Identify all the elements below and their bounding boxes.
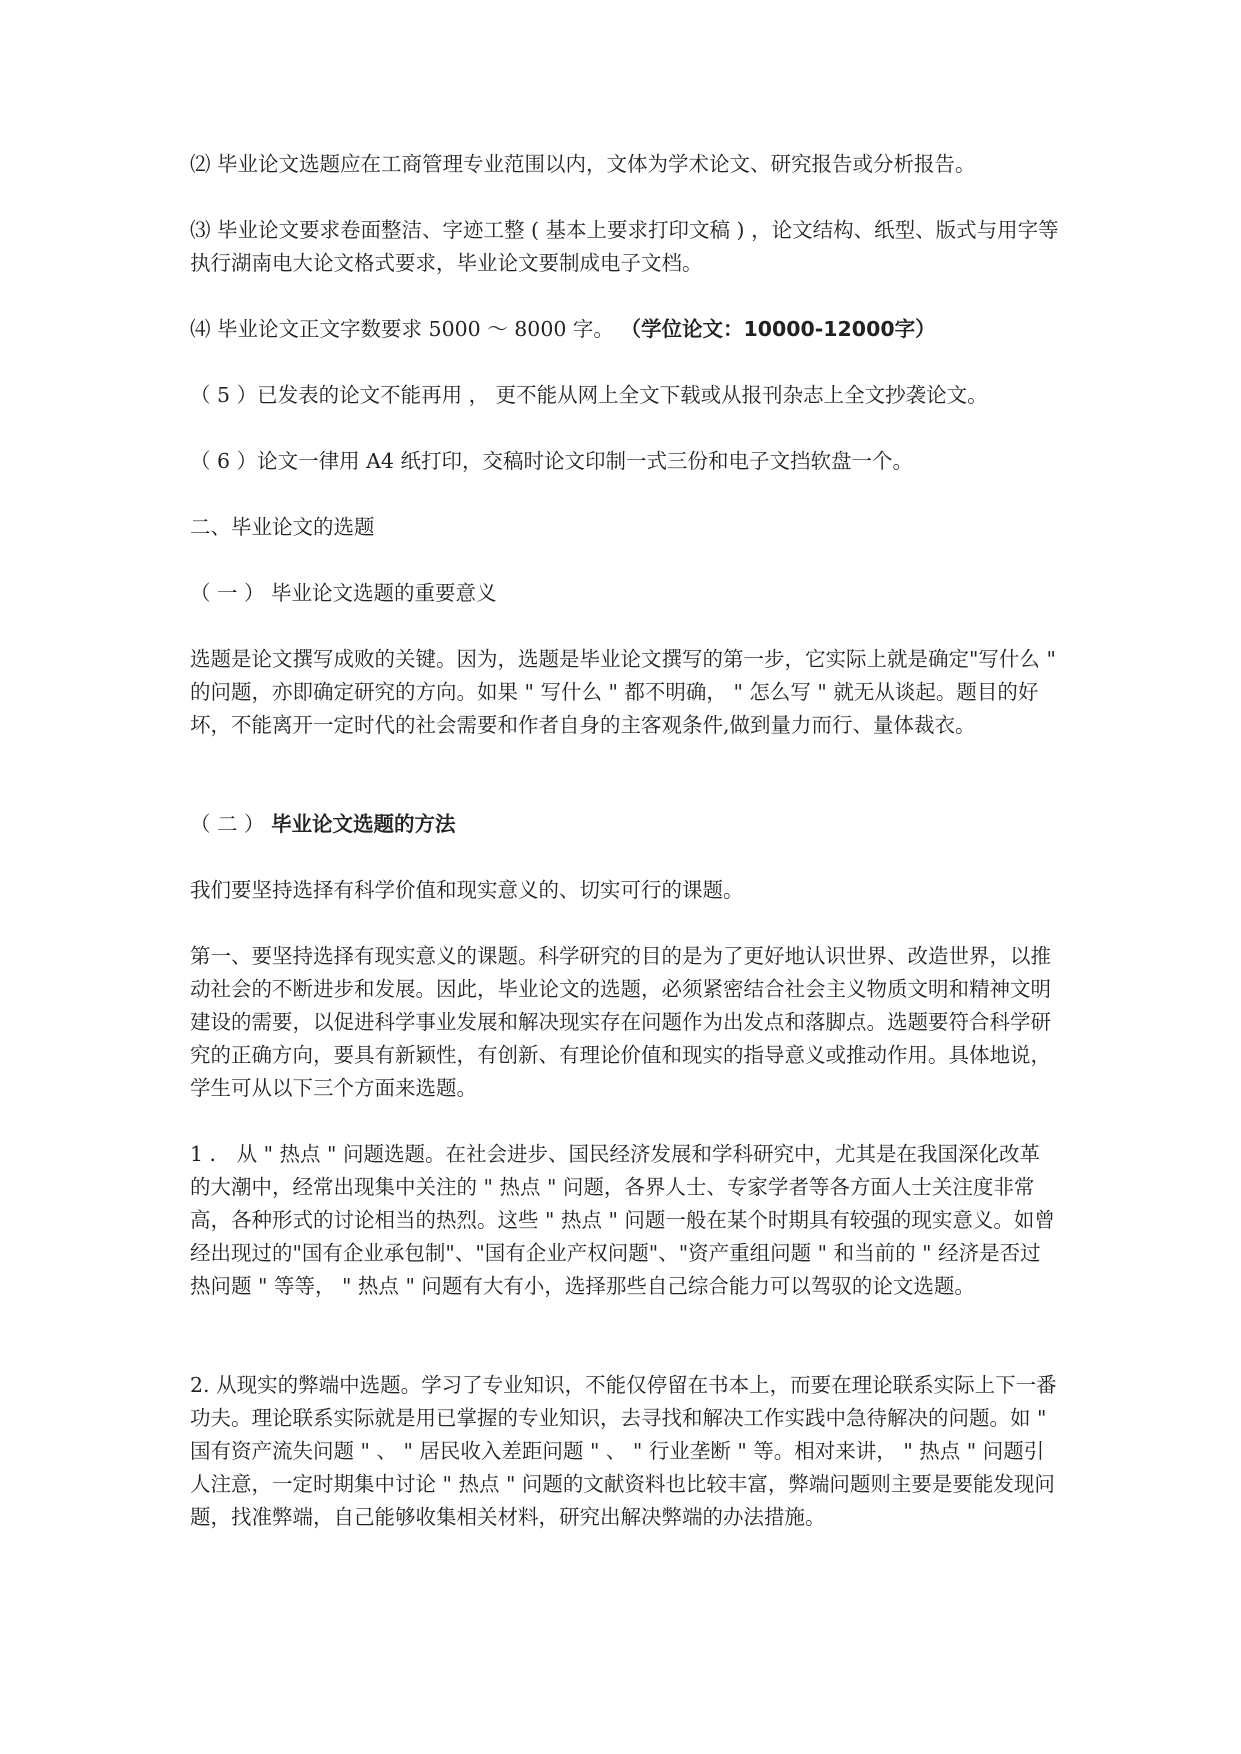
paragraph-first-principle: 第一、要坚持选择有现实意义的课题。科学研究的目的是为了更好地认识世界、改造世界，以推动社会的不断进步和发展。因此，毕业论文的选题，必须紧密结合社会主义物质文明和精神文明建设的需要，以促进科学事业发展和解决现实存在问题作为出发点和落脚点。选题要符合科学研究的正确方向，要具有新颖性，有创新、有理论价值和现实的指导意义或推动作用。具体地说，学生可从以下三个方面来选题。	[190, 944, 1051, 1100]
paragraph-requirement-6: （ 6 ）论文一律用 A4 纸打印，交稿时论文印制一式三份和电子文挡软盘一个。	[190, 449, 913, 473]
section-heading-topic-selection: 二、毕业论文的选题	[190, 515, 375, 539]
subsection-number: （ 二 ）	[190, 812, 272, 836]
subsection-heading-methods	[190, 808, 1060, 841]
paragraph-importance: 选题是论文撰写成败的关键。因为，选题是毕业论文撰写的第一步，它实际上就是确定"写什么 " 的问题，亦即确定研究的方向。如果 " 写什么 " 都不明确， " 怎么写 " 就无从谈起。题目的好坏，不能离开一定时代的社会需要和作者自身的主客观条件,做到量力而行、量体裁衣。	[190, 647, 1056, 737]
word-count-text: ⑷ 毕业论文正文字数要求 5000 ～ 8000 字。	[190, 317, 621, 341]
subsection-heading-importance: （ 一 ） 毕业论文选题的重要意义	[190, 581, 497, 605]
subsection-title: 毕业论文选题的方法	[271, 812, 456, 836]
paragraph-real-problems: 2. 从现实的弊端中选题。学习了专业知识，不能仅停留在书本上，而要在理论联系实际上下一番功夫。理论联系实际就是用已掌握的专业知识，去寻找和解决工作实践中急待解决的问题。如 " 国有资产流失问题 " 、 " 居民收入差距问题 " 、 " 行业垄断 " 等。相对来讲， " 热点 " 问题引人注意，一定时期集中讨论 " 热点 " 问题的文献资料也比较丰富，弊端问题则主要是要能发现问题，找准弊端，自己能够收集相关材料，研究出解决弊端的办法措施。	[190, 1373, 1057, 1529]
degree-thesis-note: （学位论文：10000-12000字）	[620, 317, 936, 341]
paragraph-hot-topics: 1 ． 从 " 热点 " 问题选题。在社会进步、国民经济发展和学科研究中，尤其是在我国深化改革的大潮中，经常出现集中关注的 " 热点 " 问题，各界人士、专家学者等各方面人士关注度非常高，各种形式的讨论相当的热烈。这些 " 热点 " 问题一般在某个时期具有较强的现实意义。如曾经出现过的"国有企业承包制"、"国有企业产权问题"、"资产重组问题 " 和当前的 " 经济是否过热问题 " 等等， " 热点 " 问题有大有小，选择那些自己综合能力可以驾驭的论文选题。	[190, 1142, 1055, 1298]
paragraph-requirement-2: ⑵ 毕业论文选题应在工商管理专业范围以内，文体为学术论文、研究报告或分析报告。	[190, 152, 976, 176]
paragraph-requirement-4	[190, 313, 1060, 346]
paragraph-requirement-5: （ 5 ）已发表的论文不能再用 ， 更不能从网上全文下载或从报刊杂志上全文抄袭论文。	[190, 383, 988, 407]
paragraph-methods-intro: 我们要坚持选择有科学价值和现实意义的、切实可行的课题。	[190, 878, 744, 902]
paragraph-requirement-3: ⑶ 毕业论文要求卷面整洁、字迹工整 ( 基本上要求打印文稿 ) ，论文结构、纸型、版式与用字等执行湖南电大论文格式要求，毕业论文要制成电子文档。	[190, 218, 1059, 275]
